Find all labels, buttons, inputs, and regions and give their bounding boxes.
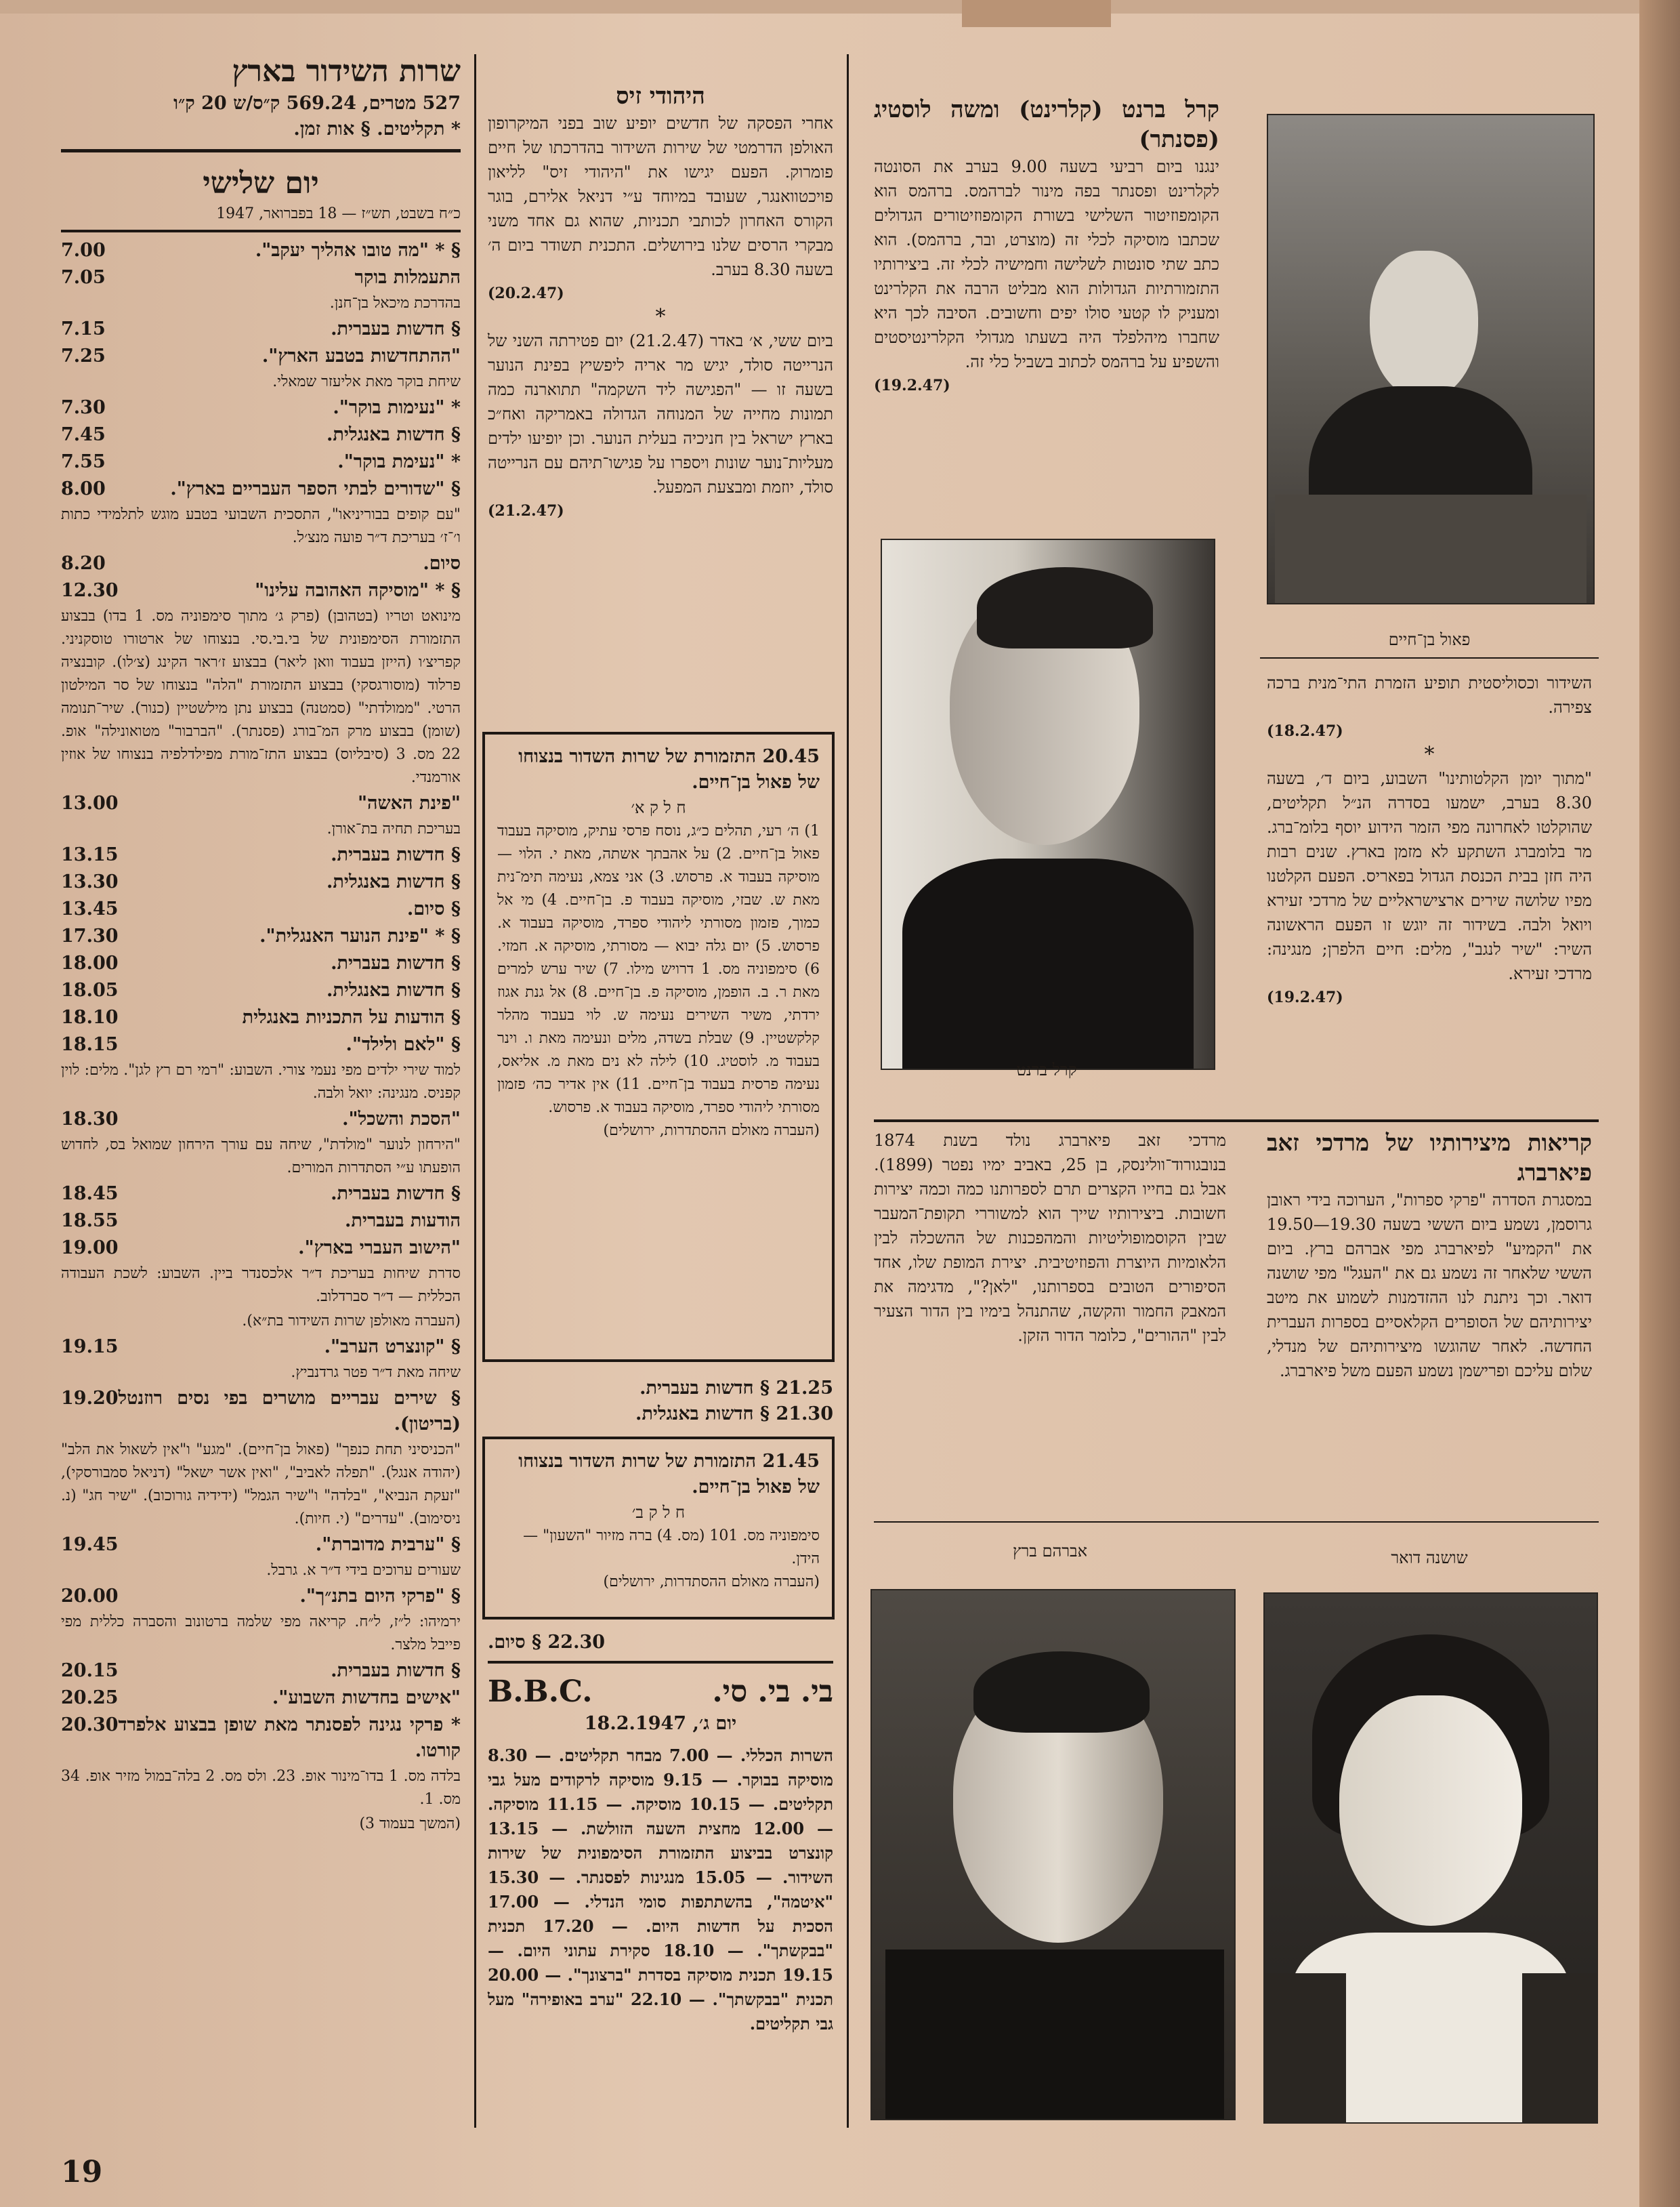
feierberg-intro	[1267, 1128, 1592, 1383]
schedule-time: 18.45	[61, 1183, 119, 1204]
concert1-program: 1) ה׳ רעי, תהלים כ״ג, נוסח פרסי עתיק, מוסיקה בעבוד פאול בן־חיים. 2) על אהבתך אשתה, מאת י. הלוי — מוסיקה בעבוד א. פרסוש. 3) אני צמא, נעימה תימ־נית מאת ש. שבזי, מוסיקה בעבוד פ. בן־חיים. 4) מי אל כמוך, פזמון מסורתי ליהודי ספרד, מוסיקה בעבוד א. פרסוש. 5) יום גלה יבוא — מסורתי, מוסיקה א. חמזי. 6) סימפוניה מס. 1 דרויש מילו. 7) שיר ערש למרים מאת ר. ב. הופמן, מוסיקה פ. בן־חיים. 8) אל גנת אגוז ירדתי, משיר השירים נעימה ש. לוי בעבוד מהלר קלקשטיין. 9) שבלת בשדה, מלים ונעימה מאת ו. וינר בעבוד מ. לוסטיג. 10) לילה לא נים מאת מ. אליאס, נעימה פרסית בעבוד בן־חיים. 11) אין אדיר כה׳ פזמון מסורתי ליהודי ספרד, מוסיקה בעבוד א. פרסוש.	[497, 823, 820, 1116]
concert-box-part2	[482, 1437, 835, 1620]
schedule-time: 7.30	[61, 397, 106, 418]
schedule-entry	[61, 292, 461, 315]
end-line: 22.30 § סיום.	[488, 1632, 606, 1653]
schedule-time: 19.15	[61, 1336, 119, 1357]
schedule-entry	[61, 1107, 461, 1132]
schedule-entry	[61, 1334, 461, 1360]
schedule-text: מינואט וטריו (בטהובן) (פרק ג׳ מתוך סימפוניה מס. 1 בדו) בבצוע התזמורת הסימפונית של בי.בי.סי. בנצוחו של ארטורו טוסקניני. קפריצ׳ו (הייזן בעבוד וואן ליאר) בבצוע ז׳ראר הקינג (צ׳לו). קובנציה פרלוד (מוסורגסקי) בבצוע התזמורת "הלה" בנצוחו של סר המילטון הרטי. "ממולדתי" (סמטנה) בבצוע נתן מילשטיין (כנור). שיר־תנומה (שומן) בבצוע מרק המ־בורג (פסנתר). "הברבור" מטואונילה" אופ. 22 מס. 3 (סיבליוס) בבצוע התז־מורת מפילדלפיה בנצוחו של אוזין אורמנדי.	[61, 608, 461, 786]
schedule-text: (העברה מאולפן שרות השידור בת״א).	[242, 1313, 461, 1329]
schedule-entry	[61, 924, 461, 949]
schedule-entry	[61, 1032, 461, 1058]
schedule-text: הודעות בעברית.	[345, 1210, 461, 1231]
schedule-entry	[61, 951, 461, 976]
schedule-list	[61, 238, 461, 1836]
schedule-entry	[61, 1262, 461, 1308]
schedule-entry	[61, 265, 461, 291]
schedule-entry	[61, 869, 461, 895]
schedule-entry	[61, 1685, 461, 1711]
day-date: כ״ח בשבט, תש״ז — 18 בפברואר, 1947	[216, 205, 461, 222]
schedule-entry	[61, 578, 461, 604]
schedule-entry	[61, 1559, 461, 1582]
schedule-text: § * "מוסיקה האהובה עלינו"	[255, 580, 461, 601]
caption-ben-haim: פאול בן־חיים	[1388, 630, 1471, 649]
separator-star: *	[1424, 743, 1435, 766]
schedule-entry	[61, 1181, 461, 1207]
schedule-text: § שירים עבריים מושרים בפי נסים רוזנטל (בריטון).	[118, 1388, 461, 1435]
schedule-text: סיום.	[423, 553, 461, 574]
schedule-time: 13.30	[61, 871, 119, 892]
schedule-entry	[61, 371, 461, 394]
schedule-text: § הודעות על התכניות באנגלית	[242, 1007, 461, 1028]
news-lines	[488, 1376, 833, 1427]
bbc-hebrew: בי. בי. סי.	[712, 1674, 833, 1709]
divider	[1260, 657, 1599, 659]
concert2-program: סימפוניה מס. 101 (מס. 4) ברה מזיור "השעון" — הידן.	[523, 1527, 820, 1567]
brandt-date: (19.2.47)	[874, 377, 950, 394]
divider	[874, 1119, 1599, 1122]
divider	[874, 1521, 1599, 1523]
brandt-heading: קרל ברנט (קלרינט) ומשה לוסטיג (פסנתר)	[874, 96, 1219, 153]
column-rule	[474, 54, 476, 2128]
caption-baratz: אברהם ברץ	[1012, 1542, 1088, 1561]
schedule-text: § חדשות באנגלית.	[327, 980, 461, 1001]
schedule-text: סדרת שיחות בעריכת ד״ר אלכסנדר ביין. השבוע: לשכת העבודה הכללית — ד״ר סברדלוב.	[61, 1265, 461, 1305]
schedule-entry	[61, 1712, 461, 1764]
divider	[61, 149, 461, 152]
schedule-text: * פרקי נגינה לפסנתר מאת שופן בבצוע אלפרד קורטו.	[118, 1714, 461, 1761]
schedule-text: * "נעימות בוקר".	[333, 397, 461, 418]
schedule-entry	[61, 551, 461, 577]
schedule-text: למוד שירי ילדים מפי נעמי צורי. השבוע: "רמי רם רץ לגן". מלים: לוין קפניס. מנגינה: יואל ולבה.	[61, 1062, 461, 1102]
schedule-text: § סיום.	[406, 899, 461, 920]
schedule-entry	[61, 978, 461, 1004]
schedule-text: § חדשות בעברית.	[331, 1183, 461, 1204]
schedule-entry	[61, 238, 461, 264]
schedule-text: § * "פינת הנוער האנגלית".	[259, 926, 461, 947]
brandt-article	[874, 95, 1219, 397]
schedule-entry	[61, 605, 461, 789]
schedule-text: * "נעימת בוקר".	[337, 451, 461, 472]
middle-column	[488, 81, 833, 522]
schedule-time: 8.00	[61, 478, 106, 499]
schedule-entry	[61, 1765, 461, 1811]
bbc-section	[488, 1630, 833, 2036]
schedule-entry	[61, 896, 461, 922]
schedule-time: 20.15	[61, 1660, 119, 1681]
schedule-text: (המשך בעמוד 3)	[359, 1815, 461, 1832]
schedule-entry	[61, 1658, 461, 1684]
page-number: 19	[61, 2155, 103, 2189]
divider	[488, 1661, 833, 1664]
schedule-entry	[61, 449, 461, 475]
concert2-part: ח ל ק ב׳	[631, 1503, 686, 1522]
schedule-time: 19.20	[61, 1388, 119, 1409]
schedule-text: "פינת האשה"	[357, 793, 461, 814]
schedule-text: § חדשות בעברית.	[331, 1660, 461, 1681]
schedule-text: בעריכת תחיה בת־אורן.	[327, 821, 461, 838]
schedule-time: 13.45	[61, 899, 119, 920]
feierberg-bio	[874, 1128, 1226, 1348]
schedule-time: 7.25	[61, 346, 106, 367]
torn-paper-edge	[962, 0, 1111, 27]
schedule-text: "הסכת והשכל".	[342, 1109, 461, 1130]
concert-box-part1	[482, 732, 835, 1362]
brandt-text: ינגנו ביום רביעי בשעה 9.00 בערב את הסונטה לקלרינט ופסנתר בפה מינור לברהמס. ברהמס הוא הקומפוזיטור השלישי בשורת הקומפוזיטורים הגדולים שכתבו מוסיקה לכלי זה (מוצרט, ובר, ברהמס). הוא כתב שתי סונטות לשלישה וחמישיה לכלי זה. ביצירותיו התזמורתיות הגדולות הוא מבליט הרבה את הקלרינט ומעניק לו קטעי סולו יפים וחשובים. הסיבה לכך היא שחברו מיהלפלד היה בשעתו מגדולי הקלרינטיסטים והשפיע על ברהמס לכתוב בשביל כלי זה.	[874, 157, 1219, 371]
schedule-text: "הכניסיני תחת כנפך" (פאול בן־חיים). "מגע" ו"אין לשאול את הלב" (יהודה אנגל). "תפלה לאביב", "ואין אשר ישאל" (דניאל סמבורסקי), "זעקת הנביא", "בלדה" ו"שיר הגמל" (ידידיה גורוכוב). "שיר חג" (נ. ניסימוב). "עדרים" (י. חיות).	[61, 1441, 461, 1527]
feierberg-heading: קריאות מיצירותיו של מרדכי זאב פיארברג	[1267, 1130, 1592, 1187]
schedule-time: 7.55	[61, 451, 106, 472]
schedule-time: 7.15	[61, 318, 106, 339]
concert2-title: 21.45 התזמורת של שרות השדור בנצוחו של פאול בן־חיים.	[518, 1451, 820, 1498]
schedule-text: שיחת בוקר מאת אליעזר שמאלי.	[272, 373, 461, 390]
feierberg-text: במסגרת הסדרה "פרקי ספרות", הערוכה בידי ראובן גרוסמן, נשמע ביום הששי בשעה 19.30—19.50 את "הקמיע" לפיארברג מפי אברהם ברץ. ביום הששי שלאחר זה נשמע גם את "העגל" מפי שושנה דואר. וכך ניתנת לנו ההזדמנות לשמוע את מיטב יצירותיהם של הסופרים הקלאסיים בספרות העברית החדשה. לאחר שהוגשו מיצירותיהם של מנדלי, שלום עליכם ופרישמן נשמע הפעם משל פיארברג.	[1267, 1191, 1592, 1380]
schedule-time: 7.05	[61, 267, 106, 288]
schedule-entry	[61, 1235, 461, 1261]
schedule-text: § "ערבית מדוברת".	[315, 1534, 461, 1555]
schedule-text: § "שדורים לבתי הספר העבריים בארץ".	[170, 478, 461, 499]
schedule-text: התעמלות בוקר	[354, 267, 461, 288]
schedule-entry	[61, 344, 461, 369]
schedule-entry	[61, 1532, 461, 1558]
schedule-text: § "לאם ולילד".	[345, 1034, 461, 1055]
concert2-note: (העברה מאולם ההסתדרות, ירושלים)	[603, 1573, 820, 1590]
journal-date: (19.2.47)	[1267, 989, 1343, 1006]
schedule-entry	[61, 1134, 461, 1180]
schedule-time: 18.55	[61, 1210, 119, 1231]
ben-haim-date: (18.2.47)	[1267, 722, 1343, 740]
schedule-entry	[61, 842, 461, 868]
schedule-time: 19.00	[61, 1237, 119, 1258]
schedule-text: § "קונצרט הערב".	[324, 1336, 461, 1357]
schedule-entry	[61, 1059, 461, 1105]
schedule-text: "אישים בחדשות השבוע".	[272, 1687, 461, 1708]
separator-star: *	[655, 305, 666, 329]
caption-doar: שושנה דואר	[1391, 1548, 1468, 1567]
zis-date: (20.2.47)	[488, 285, 564, 302]
feierberg-bio-text: מרדכי זאב פיארברג נולד בשנת 1874 בנובגורוד־וולינסק, בן 25, באביב ימיו נפטר (1899). אבל גם בחייו הקצרים תרם לספרותנו כמה וכמה יצירות חשובות. ביצירותיו שייך הוא למשוררי תקופת־המעבר שבין הקוסמופוליטיות והמהפכנות של ההשכלה לבין הלאומיות היוצרת והפוזיטיבית. יצירת המופת שלו, אחד הסיפורים הטובים בספרותנו, "לאן?", מדגימה את המאבק החמור והקשה, שהתנהל בימיו בין הדור הצעיר לבין "ההורים", כלומר הדור הזקן.	[874, 1131, 1226, 1345]
news-hebrew: 21.25 § חדשות בעברית.	[639, 1378, 833, 1399]
schedule-text: שיחה מאת ד״ר פטר גרדנביץ.	[291, 1364, 461, 1381]
schedule-entry	[61, 1439, 461, 1531]
schedule-text: בהדרכת מיכאל בן־חנן.	[329, 295, 461, 312]
bbc-heading	[488, 1673, 833, 1711]
photo-shoshana-doar	[1263, 1592, 1598, 2124]
schedule-entry	[61, 791, 461, 817]
schedule-entry	[61, 316, 461, 342]
schedule-entry	[61, 476, 461, 502]
schedule-time: 17.30	[61, 926, 119, 947]
schedule-text: § "פרקי היום בתנ״ך".	[299, 1586, 461, 1607]
bbc-program: השרות הכללי. — 7.00 מבחר תקליטים. — 8.30 מוסיקה בבוקר. — 9.15 מוסיקה לרקודים מעל גבי תקליטים. — 10.15 מוסיקה. — 11.15 מוסיקה. — 12.00 מחצית השעה הזולשת. — 13.15 קונצרט בביצוע התזמורת הסימפונית של שירות השידור. — 15.05 מנגינות לפסנתר. — 15.30 "איטמה", בהשתתפות סומי הנדלי. — 17.00 הסכית על חדשות היום. — 17.20 תכנית "בבקשתך". — 18.10 סקירת עתוני היום. — 19.15 תכנית מוסיקה בסדרת "ברצונך". — 20.00 תכנית "בבקשתך". — 22.10 "ערב באופירה" מעל גבי תקליטים.	[488, 1746, 834, 2034]
schedule-entry	[61, 422, 461, 448]
schedule-time: 18.05	[61, 980, 119, 1001]
schedule-time: 8.20	[61, 553, 106, 574]
schedule-entry	[61, 1208, 461, 1234]
schedule-entry	[61, 1813, 461, 1836]
schedule-column	[61, 53, 461, 1837]
schedule-entry	[61, 1386, 461, 1437]
schedule-text: "עם קופים בבוריניאו", התסכית השבועי בטבע מוגש לתלמידי כתות ו׳־ז׳ בעריכת ד״ר פועה מנצ׳ל.	[61, 506, 461, 546]
concert1-part: ח ל ק א׳	[631, 798, 686, 817]
photo-avraham-baratz	[870, 1589, 1236, 2120]
schedule-entry	[61, 818, 461, 841]
schedule-text: § חדשות באנגלית.	[327, 871, 461, 892]
schedule-text: "הישוב העברי בארץ".	[298, 1237, 461, 1258]
concert1-title: 20.45 התזמורת של שרות השדור בנצוחו של פאול בן־חיים.	[518, 746, 820, 793]
schedule-time: 18.10	[61, 1007, 119, 1028]
schedule-time: 20.25	[61, 1687, 119, 1708]
schedule-time: 18.00	[61, 953, 119, 974]
schedule-text: § * "מה טובו אהליך יעקב".	[255, 240, 461, 261]
schedule-time: 12.30	[61, 580, 119, 601]
schedule-time: 18.15	[61, 1034, 119, 1055]
friday-text: ביום ששי, א׳ באדר (21.2.47) יום פטירתה השני של הנרייטה סולד, יגיש מר אריה ליפשיץ בפינת הנוער בשעה זו — "הפגישה ליד השקמה" תתוארנה כמה תמונות מחייה של המנוחה הגדולה באמריקה ואח״כ בארץ ישראל בין חניכיה בעלית הנוער. וכן יופיעו ילדים מעליות־נוער שונות ויספרו על פגישו־תיהם עם הנרייטה סולד, יוזמת ומבצעת המפעל.	[488, 331, 833, 497]
divider	[61, 230, 461, 232]
schedule-entry	[61, 1584, 461, 1609]
schedule-text: בלדה מס. 1 בדו־מינור אופ. 23. ולס מס. 2 בלה־במול מזיר אופ. 34 מס. 1.	[61, 1768, 461, 1808]
schedule-time: 7.45	[61, 424, 106, 445]
section-title: שרות השידור בארץ	[232, 54, 461, 89]
page-binding-edge	[1639, 0, 1680, 2207]
photo-paul-ben-haim	[1267, 114, 1595, 604]
schedule-text: § חדשות בעברית.	[331, 953, 461, 974]
zis-text: אחרי הפסקה של חדשים יופיע שוב בפני המיקרופון האולפן הדרמטי של שירות השידור בהדרכתו של חיים פומרוק. הפעם יגישו את "היהודי זיס" לליאון פויכטוואנגר, שעובד במיוחד ע״י דניאל אלירם, בוגר הקורס האחרון לכותבי תכניות, שהוא גם אחד משני מבקרי הרסים שלנו בירושלים. התכנית תשודר ביום ה׳ בשעה 8.30 בערב.	[488, 114, 833, 279]
schedule-time: 13.00	[61, 793, 119, 814]
photo-karl-brandt	[881, 539, 1215, 1070]
schedule-entry	[61, 1361, 461, 1384]
schedule-time: 20.00	[61, 1586, 119, 1607]
schedule-text: § חדשות באנגלית.	[327, 424, 461, 445]
schedule-time: 13.15	[61, 844, 119, 865]
zis-heading: היהודי זיס	[616, 83, 705, 110]
schedule-text: ירמיהו: ל״ז, ל״ח. קריאה מפי שלמה ברטונוב והסברה כללית מפי פייבל מלצר.	[61, 1613, 461, 1653]
schedule-time: 20.30	[61, 1714, 119, 1735]
schedule-entry	[61, 503, 461, 550]
schedule-entry	[61, 1310, 461, 1333]
day-title: יום שלישי	[203, 166, 319, 201]
ben-haim-note-text: השידור וכסוליסטית תופיע הזמרת התי־מנית ברכה צפירה.	[1267, 674, 1592, 717]
schedule-text: "הירחון לנוער "מולדת", שיחה עם עורך הירחון שמואל בס, לחדוש הופעתו ע״י הסתדרות המורים.	[61, 1136, 461, 1176]
schedule-text: שעורים ערוכים בידי ד״ר א. גרבל.	[266, 1562, 461, 1579]
schedule-time: 7.00	[61, 240, 106, 261]
ben-haim-note	[1267, 671, 1592, 1009]
bbc-latin: B.B.C.	[488, 1674, 593, 1709]
schedule-text: "ההתחדשות בטבע הארץ".	[261, 346, 461, 367]
schedule-entry	[61, 395, 461, 421]
schedule-time: 19.45	[61, 1534, 119, 1555]
schedule-entry	[61, 1611, 461, 1657]
news-english: 21.30 § חדשות באנגלית.	[635, 1403, 833, 1424]
frequency-line: 527 מטרים, 569.24 ק״ס/ש 20 ק״ו	[173, 93, 461, 114]
schedule-time: 18.30	[61, 1109, 119, 1130]
schedule-text: § חדשות בעברית.	[331, 318, 461, 339]
journal-text: "מתוך יומן הקלטותינו" השבוע, ביום ד׳, בשעה 8.30 בערב, ישמעו בסדרה הנ״ל תקליטים, שהוקלטו לאחרונה מפי הזמר הידוע יוסף בלומ־ברג. מר בלומברג השתקע לא מזמן בארץ. שנים רבות היה חזן בבית הכנסת הגדול בפאריס. הפעם הקלטנו מפיו שלושה שירים ארצישראליים של מרדכי זעירא ויואל ולבה. בשידור זה יוגש זו הפעם הראשונה השיר: "שיר לנגב", מלים: חיים הלפרן; מנגינה: מרדכי זעירא.	[1267, 769, 1592, 983]
legend-line: * תקליטים. § אות זמן.	[293, 119, 461, 140]
concert1-note: (העברה מאולם ההסתדרות, ירושלים)	[603, 1122, 820, 1139]
bbc-date: יום ג׳, 18.2.1947	[584, 1713, 737, 1734]
friday-date: (21.2.47)	[488, 502, 564, 520]
schedule-entry	[61, 1005, 461, 1031]
caption-brandt: קרל ברנט	[1016, 1060, 1077, 1079]
schedule-text: § חדשות בעברית.	[331, 844, 461, 865]
column-rule	[847, 54, 849, 2128]
